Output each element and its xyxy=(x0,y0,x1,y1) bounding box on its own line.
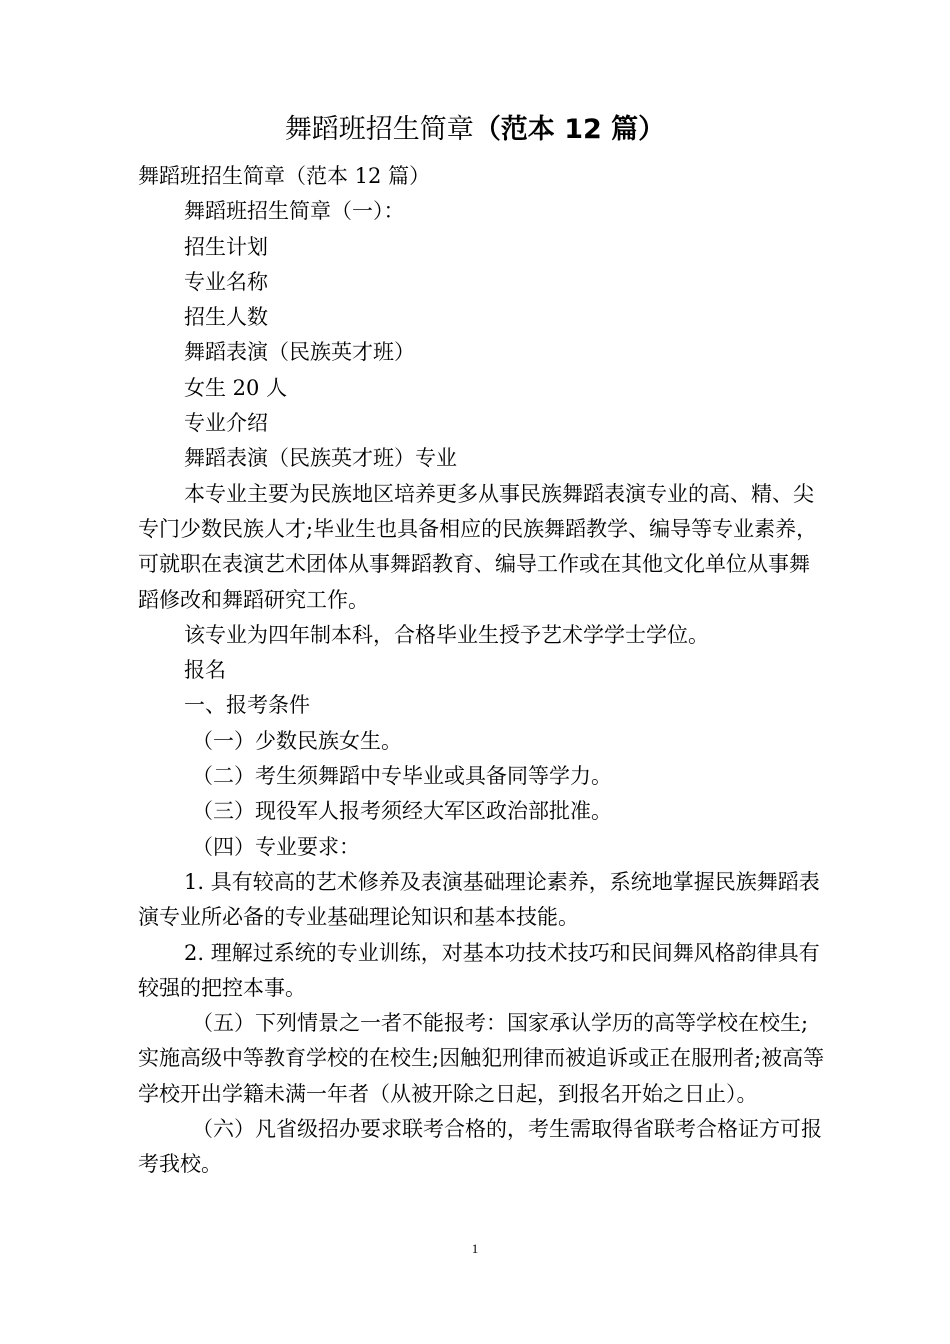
paragraph: （四）专业要求： xyxy=(192,834,360,859)
paragraph: （一）少数民族女生。 xyxy=(192,728,402,753)
paragraph: 舞蹈班招生简章（范本 12 篇） xyxy=(138,164,431,188)
page-number: 1 xyxy=(471,1241,479,1256)
paragraph: 2. 理解过系统的专业训练，对基本功技术技巧和民间舞风格韵律具有较强的把控本事。 xyxy=(138,940,820,1000)
paragraph: 该专业为四年制本科，合格毕业生授予艺术学学士学位。 xyxy=(184,622,709,647)
paragraph: 招生人数 xyxy=(184,305,268,330)
document-title-main: 舞蹈班招生简章 xyxy=(284,114,474,145)
paragraph: 招生计划 xyxy=(184,234,268,259)
paragraph: （五）下列情景之一者不能报考：国家承认学历的高等学校在校生;实施高级中等教育学校的在校生;因触犯刑律而被追诉或正在服刑者;被高等学校开出学籍未满一年者（从被开除之日起，到报名开始之日止）。 xyxy=(138,1011,825,1106)
paragraph: 1. 具有较高的艺术修养及表演基础理论素养，系统地掌握民族舞蹈表演专业所必备的专业基础理论知识和基本技能。 xyxy=(138,869,820,930)
paragraph: （三）现役军人报考须经大军区政治部批准。 xyxy=(192,799,612,824)
document-body xyxy=(138,159,828,1183)
paragraph: 专业名称 xyxy=(184,269,268,294)
paragraph: （二）考生须舞蹈中专毕业或具备同等学力。 xyxy=(192,764,612,789)
paragraph: 舞蹈表演（民族英才班）专业 xyxy=(184,446,457,471)
paragraph: 本专业主要为民族地区培养更多从事民族舞蹈表演专业的高、精、尖专门少数民族人才;毕业生也具备相应的民族舞蹈教学、编导等专业素养，可就职在表演艺术团体从事舞蹈教育、编导工作或在其他文化单位从事舞蹈修改和舞蹈研究工作。 xyxy=(138,481,818,612)
paragraph: 报名 xyxy=(184,658,226,683)
paragraph: 专业介绍 xyxy=(184,411,268,436)
paragraph: 舞蹈表演（民族英才班） xyxy=(184,340,415,365)
paragraph: 舞蹈班招生简章（一）： xyxy=(184,199,405,224)
document-title xyxy=(0,110,950,150)
paragraph: 一、报考条件 xyxy=(184,693,310,718)
paragraph: 女生 20 人 xyxy=(184,375,288,400)
paragraph: （六）凡省级招办要求联考合格的，考生需取得省联考合格证方可报考我校。 xyxy=(138,1117,822,1177)
document-title-suffix: （范本 12 篇） xyxy=(473,114,666,145)
